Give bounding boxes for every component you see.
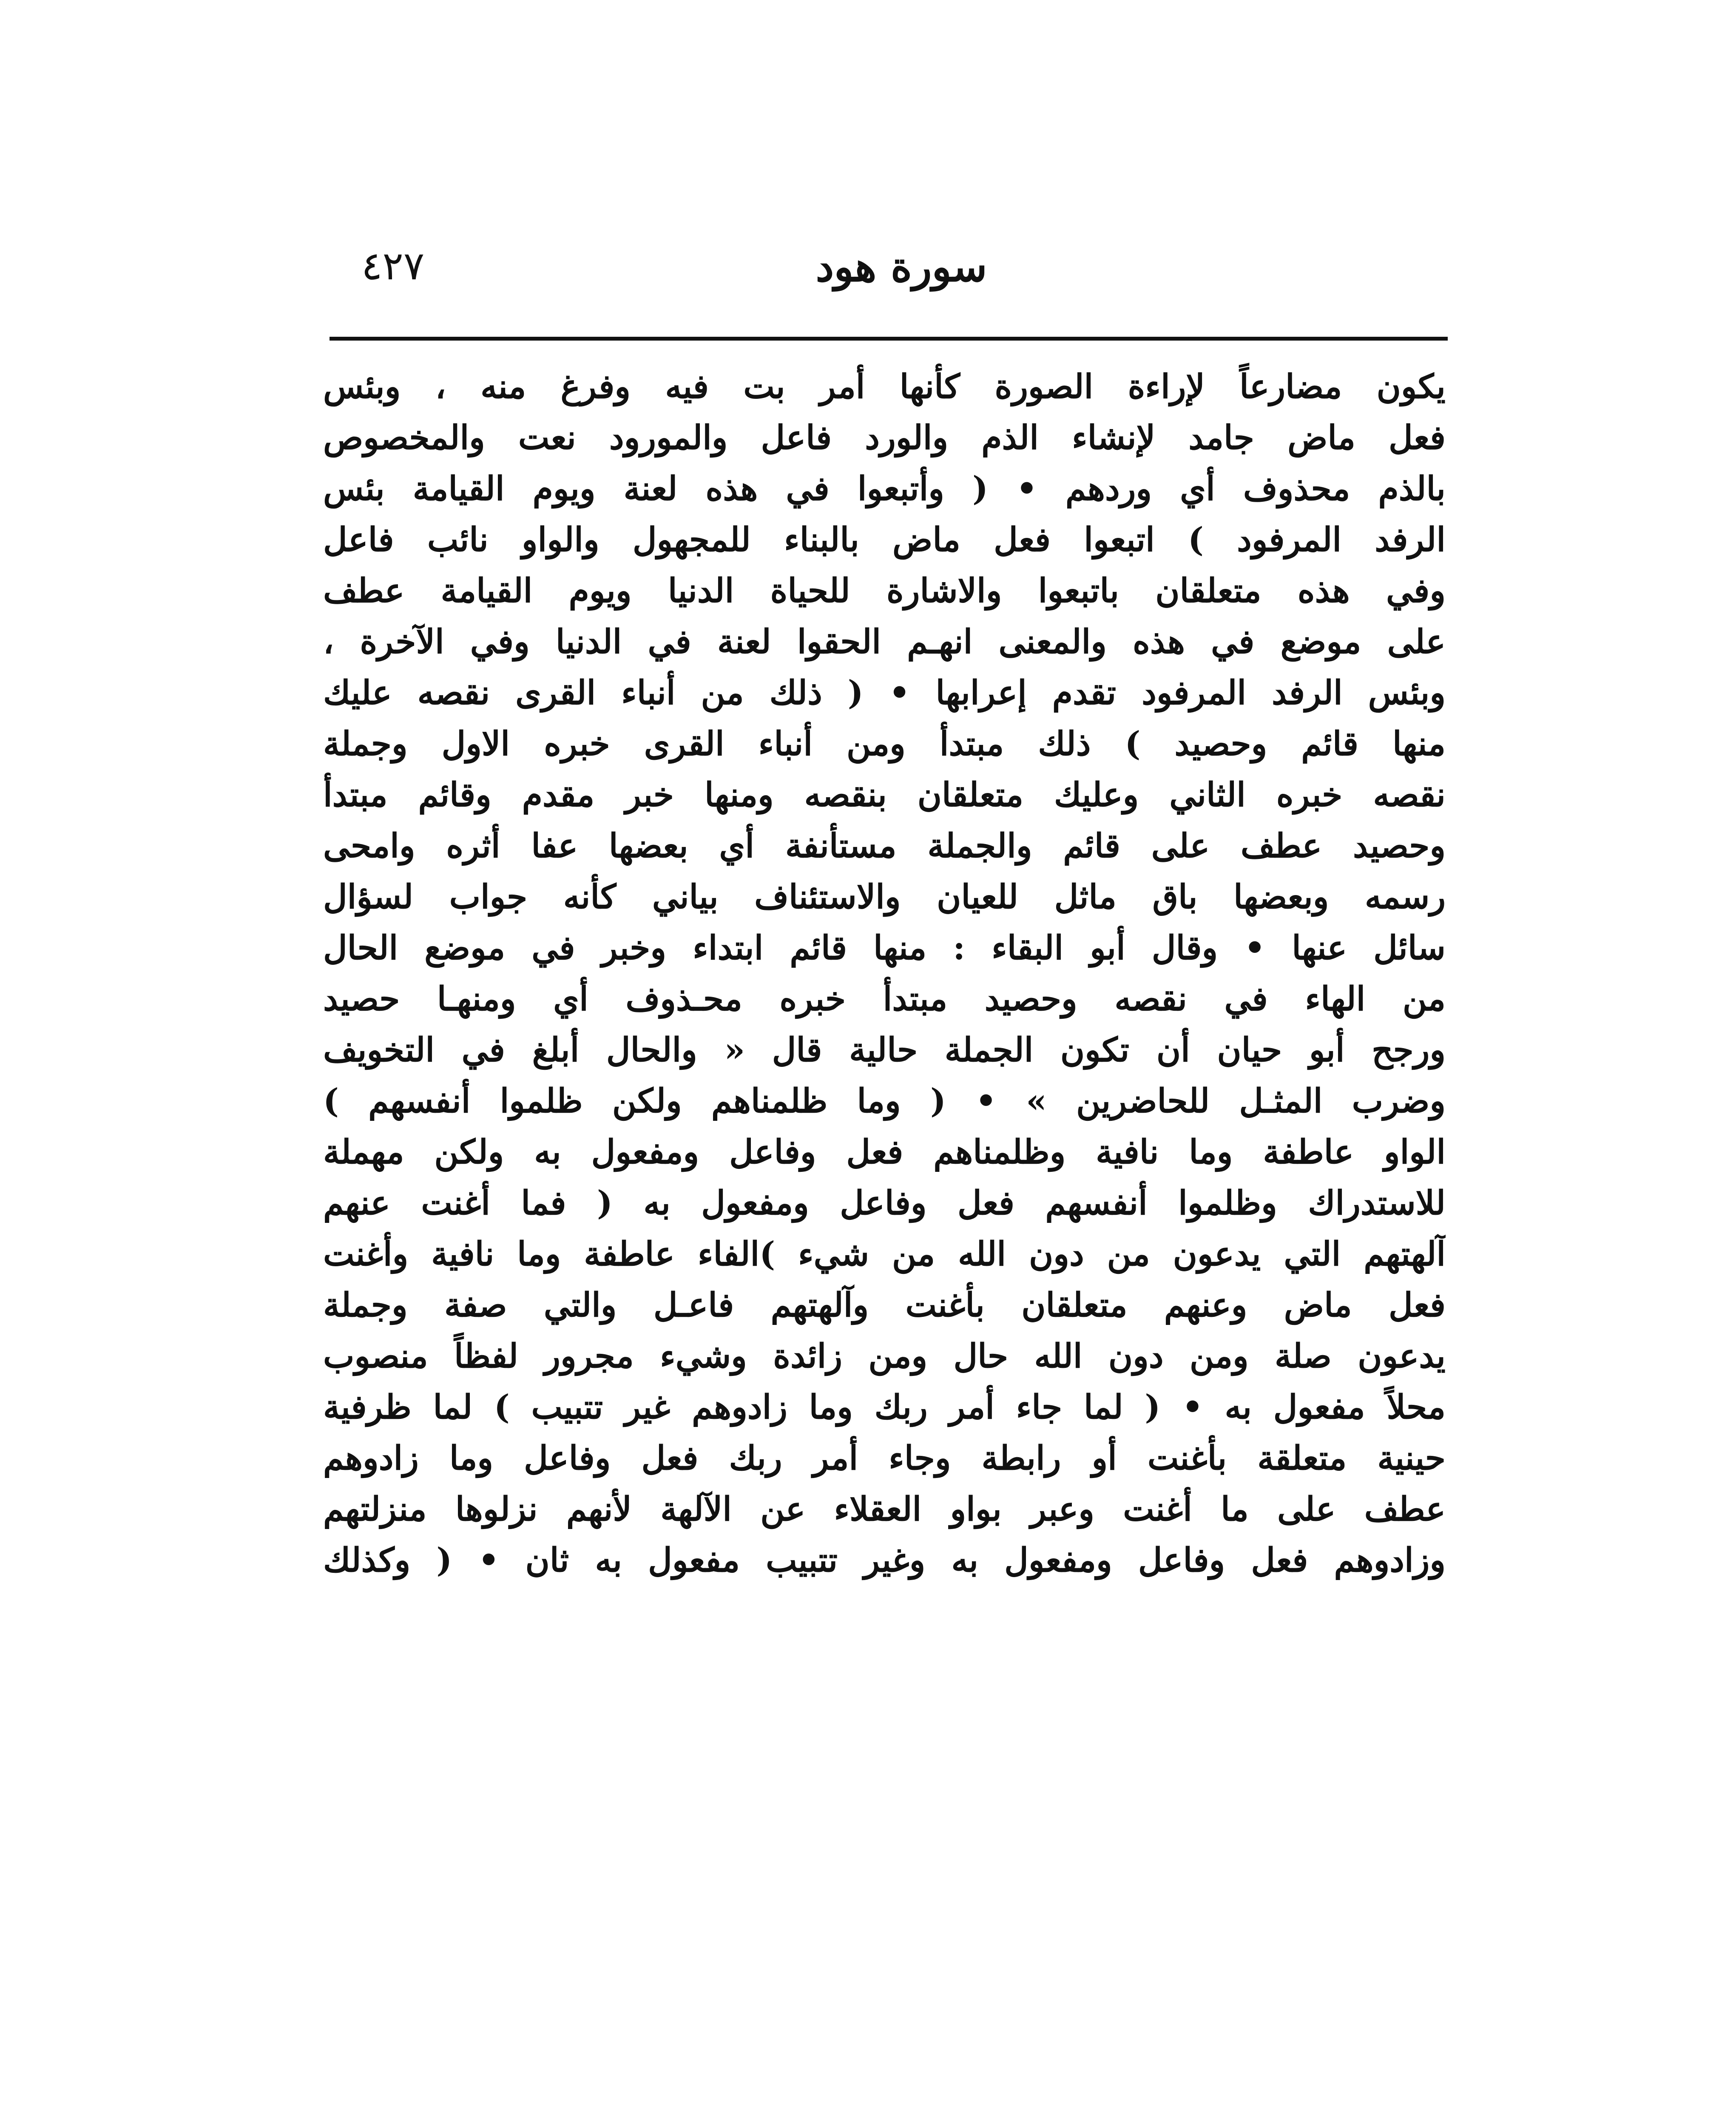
- text-line: وفي هذه متعلقان باتبعوا والاشارة للحياة الدنيا ويوم القيامة عطف: [323, 571, 1446, 610]
- text-line: على موضع في هذه والمعنى انهـم الحقوا لعنة في الدنيا وفي الآخرة ،: [323, 622, 1446, 661]
- chapter-title: سورة هود: [815, 243, 987, 291]
- header-divider: [330, 337, 1448, 341]
- text-line: عطف على ما أغنت وعبر بواو العقلاء عن الآلهة لأنهم نزلوها منزلتهم: [323, 1490, 1446, 1529]
- text-line: ورجح أبو حيان أن تكون الجملة حالية قال « والحال أبلغ في التخويف: [323, 1031, 1446, 1069]
- text-line: سائل عنها • وقال أبو البقاء : منها قائم ابتداء وخبر في موضع الحال: [323, 929, 1446, 967]
- page-header: [332, 238, 1446, 310]
- text-line: رسمه وبعضها باق ماثل للعيان والاستئناف بياني كأنه جواب لسؤال: [323, 878, 1446, 916]
- text-line: يدعون صلة ومن دون الله حال ومن زائدة وشيء مجرور لفظاً منصوب: [323, 1337, 1446, 1376]
- text-line: وحصيد عطف على قائم والجملة مستأنفة أي بعضها عفا أثره وامحى: [323, 827, 1446, 865]
- text-line: وبئس الرفد المرفود تقدم إعرابها • ( ذلك من أنباء القرى نقصه عليك: [323, 674, 1446, 712]
- text-line: الواو عاطفة وما نافية وظلمناهم فعل وفاعل ومفعول به ولكن مهملة: [323, 1133, 1446, 1171]
- text-line: حينية متعلقة بأغنت أو رابطة وجاء أمر ربك فعل وفاعل وما زادوهم: [323, 1439, 1446, 1478]
- text-line: يكون مضارعاً لإراءة الصورة كأنها أمر بت فيه وفرغ منه ، وبئس: [323, 367, 1446, 406]
- text-line: منها قائم وحصيد ) ذلك مبتدأ ومن أنباء القرى خبره الاول وجملة: [323, 725, 1446, 763]
- text-line: فعل ماض جامد لإنشاء الذم والورد فاعل والمورود نعت والمخصوص: [323, 418, 1446, 457]
- text-line: بالذم محذوف أي وردهم • ( وأتبعوا في هذه لعنة ويوم القيامة بئس: [323, 469, 1446, 508]
- text-line: الرفد المرفود ) اتبعوا فعل ماض بالبناء للمجهول والواو نائب فاعل: [323, 520, 1446, 559]
- text-line: محلاً مفعول به • ( لما جاء أمر ربك وما زادوهم غير تتبيب ) لما ظرفية: [323, 1388, 1446, 1427]
- body-text: [323, 361, 1446, 1586]
- text-line: فعل ماض وعنهم متعلقان بأغنت وآلهتهم فاعـل والتي صفة وجملة: [323, 1286, 1446, 1324]
- text-line: آلهتهم التي يدعون من دون الله من شيء )الفاء عاطفة وما نافية وأغنت: [323, 1235, 1446, 1273]
- text-line: للاستدراك وظلموا أنفسهم فعل وفاعل ومفعول به ( فما أغنت عنهم: [323, 1184, 1446, 1222]
- text-line: وضرب المثـل للحاضرين » • ( وما ظلمناهم ولكن ظلموا أنفسهم ): [323, 1082, 1446, 1120]
- text-line: نقصه خبره الثاني وعليك متعلقان بنقصه ومنها خبر مقدم وقائم مبتدأ: [323, 776, 1446, 814]
- page-number: ٤٢٧: [361, 243, 425, 289]
- text-line: وزادوهم فعل وفاعل ومفعول به وغير تتبيب مفعول به ثان • ( وكذلك: [323, 1541, 1446, 1580]
- text-line: من الهاء في نقصه وحصيد مبتدأ خبره محـذوف أي ومنهـا حصيد: [323, 980, 1446, 1018]
